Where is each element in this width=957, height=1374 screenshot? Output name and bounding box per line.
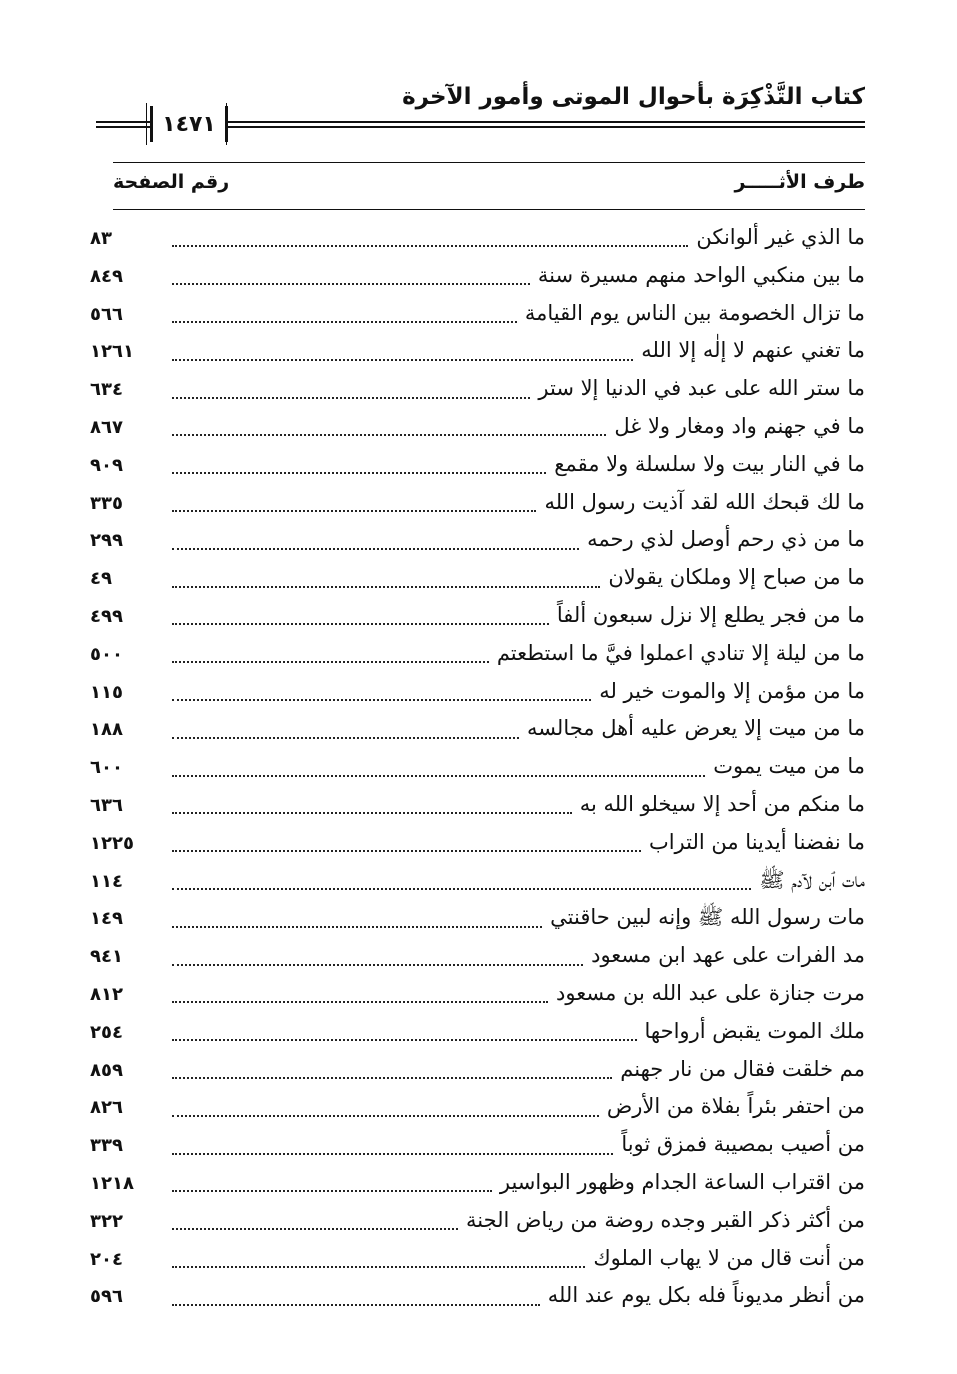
dot-leader bbox=[172, 622, 549, 625]
dot-leader bbox=[172, 433, 606, 436]
index-entry bbox=[90, 219, 865, 257]
entry-text: ما من ذي رحم أوصل لذي رحمه bbox=[587, 527, 865, 552]
dot-leader bbox=[172, 774, 705, 777]
dot-leader bbox=[172, 849, 641, 852]
entry-page-number: ٤٩ bbox=[90, 568, 112, 590]
entry-text: ما من ميت إلا يعرض عليه أهل مجالسه bbox=[526, 716, 865, 741]
index-entry bbox=[90, 824, 865, 862]
index-entry bbox=[90, 937, 865, 975]
index-entry bbox=[90, 408, 865, 446]
entry-text: مات رسول الله ﷺ وإنه لبين حاقنتي bbox=[550, 905, 865, 930]
entry-text: من أنت قال من لا يهاب الملوك bbox=[593, 1245, 865, 1270]
entry-page-number: ١٤٩ bbox=[90, 908, 123, 930]
entry-text: ما في جهنم واد ومغار ولا غل bbox=[614, 413, 865, 438]
entry-page-number: ٦٠٠ bbox=[90, 757, 123, 779]
index-entry bbox=[90, 1088, 865, 1126]
entry-text: مم خلقت فقال من نار جهنم bbox=[620, 1056, 865, 1081]
entry-page-number: ٩٠٩ bbox=[90, 454, 123, 476]
index-entry bbox=[90, 370, 865, 408]
entry-text: ما في النار بيت ولا سلسلة ولا مقمع bbox=[554, 451, 865, 476]
entry-text: من احتفر بئراً بفلاة من الأرض bbox=[606, 1094, 865, 1119]
page-column-heading: رقم الصفحة bbox=[113, 171, 230, 193]
entry-page-number: ١٢٦١ bbox=[90, 341, 134, 363]
dot-leader bbox=[172, 1038, 637, 1041]
index-entry bbox=[90, 1240, 865, 1278]
entry-page-number: ٨٢٦ bbox=[90, 1097, 123, 1119]
dot-leader bbox=[172, 471, 546, 474]
column-headings bbox=[113, 162, 865, 210]
entry-page-number: ٤٩٩ bbox=[90, 605, 123, 627]
dot-leader bbox=[172, 244, 688, 247]
dot-leader bbox=[172, 660, 489, 663]
index-list bbox=[90, 219, 865, 1315]
entry-text: ما تغني عنهم لا إلٰه إلا الله bbox=[641, 338, 865, 363]
entry-page-number: ٨٦٧ bbox=[90, 416, 123, 438]
index-entry bbox=[90, 635, 865, 673]
dot-leader bbox=[172, 1227, 458, 1230]
entry-page-number: ٥٠٠ bbox=[90, 643, 123, 665]
page-number: ١٤٧١ bbox=[150, 106, 228, 142]
entry-text: مرت جنازة على عبد الله بن مسعود bbox=[556, 980, 865, 1005]
entry-text: ما لك قبحك الله لقد آذيت رسول الله bbox=[544, 489, 865, 514]
dot-leader bbox=[172, 736, 519, 739]
index-entry bbox=[90, 975, 865, 1013]
index-entry bbox=[90, 899, 865, 937]
dot-leader bbox=[172, 1114, 599, 1117]
dot-leader bbox=[172, 887, 751, 890]
entry-text: ما من ليلة إلا تنادي اعملوا فيَّ ما استطعتم bbox=[496, 640, 865, 665]
index-entry bbox=[90, 257, 865, 295]
entry-text: ما نفضنا أيدينا من التراب bbox=[648, 829, 865, 854]
index-entry bbox=[90, 786, 865, 824]
index-entry bbox=[90, 1013, 865, 1051]
dot-leader bbox=[172, 963, 583, 966]
index-entry bbox=[90, 1126, 865, 1164]
entry-page-number: ١١٥ bbox=[90, 681, 123, 703]
index-entry bbox=[90, 1164, 865, 1202]
entry-text: ما ستر الله على عبد في الدنيا إلا ستر bbox=[538, 376, 865, 401]
index-entry bbox=[90, 332, 865, 370]
entry-text: ما منكم من أحد إلا سيخلو الله به bbox=[579, 791, 865, 816]
dot-leader bbox=[172, 698, 591, 701]
dot-leader bbox=[172, 1152, 613, 1155]
index-entry bbox=[90, 673, 865, 711]
index-entry bbox=[90, 521, 865, 559]
index-entry bbox=[90, 1202, 865, 1240]
entry-text: ما الذي غير ألوانكن bbox=[696, 225, 865, 249]
dot-leader bbox=[172, 1189, 492, 1192]
dot-leader bbox=[172, 1265, 585, 1268]
entry-text: من أنظر مديوناً فله بكل يوم عند الله bbox=[547, 1283, 865, 1308]
dot-leader bbox=[172, 1303, 540, 1306]
entry-page-number: ٨٤٩ bbox=[90, 265, 123, 287]
entry-page-number: ٣٢٢ bbox=[90, 1210, 123, 1232]
entry-text: ما تزال الخصومة بين الناس يوم القيامة bbox=[524, 300, 865, 325]
index-entry bbox=[90, 710, 865, 748]
dot-leader bbox=[172, 358, 633, 361]
entry-text: ما من فجر يطلع إلا نزل سبعون ألفاً bbox=[556, 602, 865, 627]
entry-page-number: ٢٥٤ bbox=[90, 1021, 123, 1043]
index-entry bbox=[90, 295, 865, 333]
entry-text: ما من مؤمن إلا والموت خير له bbox=[599, 678, 865, 703]
entry-page-number: ٣٣٥ bbox=[90, 492, 123, 514]
entry-page-number: ٩٤١ bbox=[90, 946, 123, 968]
index-entry bbox=[90, 1277, 865, 1315]
entry-page-number: ٥٦٦ bbox=[90, 303, 123, 325]
entry-text: ما بين منكبي الواحد منهم مسيرة سنة bbox=[537, 262, 865, 287]
entry-text: من أكثر ذكر القبر وجده روضة من رياض الجنة bbox=[465, 1207, 865, 1232]
entry-page-number: ٣٣٩ bbox=[90, 1135, 123, 1157]
entry-text: من أصيب بمصيبة فمزق ثوباً bbox=[621, 1132, 865, 1157]
dot-leader bbox=[172, 1000, 548, 1003]
entry-page-number: ٢٠٤ bbox=[90, 1248, 123, 1270]
entry-text: ما من ميت يموت bbox=[713, 754, 865, 779]
running-title: كتاب التَّذْكِرَة بأحوال الموتى وأمور الآخرة bbox=[402, 84, 865, 110]
dot-leader bbox=[172, 925, 542, 928]
dot-leader bbox=[172, 547, 579, 550]
entry-page-number: ٨٣ bbox=[90, 228, 112, 249]
dot-leader bbox=[172, 320, 517, 323]
index-entry bbox=[90, 446, 865, 484]
index-entry bbox=[90, 862, 865, 900]
entry-text: ملك الموت يقبض أرواحها bbox=[644, 1018, 865, 1043]
dot-leader bbox=[172, 396, 530, 399]
entry-text: من اقتراب الساعة الجدام وظهور البواسير bbox=[499, 1169, 865, 1194]
entry-page-number: ١٢١٨ bbox=[90, 1172, 134, 1194]
entry-text: مد الفرات على عهد ابن مسعود bbox=[591, 943, 865, 968]
dot-leader bbox=[172, 282, 530, 285]
dot-leader bbox=[172, 811, 572, 814]
index-entry bbox=[90, 484, 865, 522]
entry-text: ما من صباح إلا وملكان يقولان bbox=[608, 565, 865, 590]
entry-page-number: ٦٣٦ bbox=[90, 794, 123, 816]
entry-page-number: ١١٤ bbox=[90, 870, 123, 892]
entry-page-number: ٨١٢ bbox=[90, 983, 123, 1005]
dot-leader bbox=[172, 585, 600, 588]
dot-leader bbox=[172, 509, 536, 512]
entry-page-number: ٥٩٦ bbox=[90, 1286, 123, 1308]
hadith-column-heading: طرف الأثـــــر bbox=[734, 171, 865, 193]
entry-page-number: ١٨٨ bbox=[90, 719, 123, 741]
entry-page-number: ١٢٢٥ bbox=[90, 832, 134, 854]
entry-page-number: ٨٥٩ bbox=[90, 1059, 123, 1081]
entry-page-number: ٦٣٤ bbox=[90, 379, 123, 401]
index-entry bbox=[90, 559, 865, 597]
index-entry bbox=[90, 1051, 865, 1089]
dot-leader bbox=[172, 1076, 612, 1079]
index-entry bbox=[90, 748, 865, 786]
entry-page-number: ٢٩٩ bbox=[90, 530, 123, 552]
entry-text: مات ٱبن لآدم ﷺ bbox=[759, 867, 865, 892]
index-entry bbox=[90, 597, 865, 635]
